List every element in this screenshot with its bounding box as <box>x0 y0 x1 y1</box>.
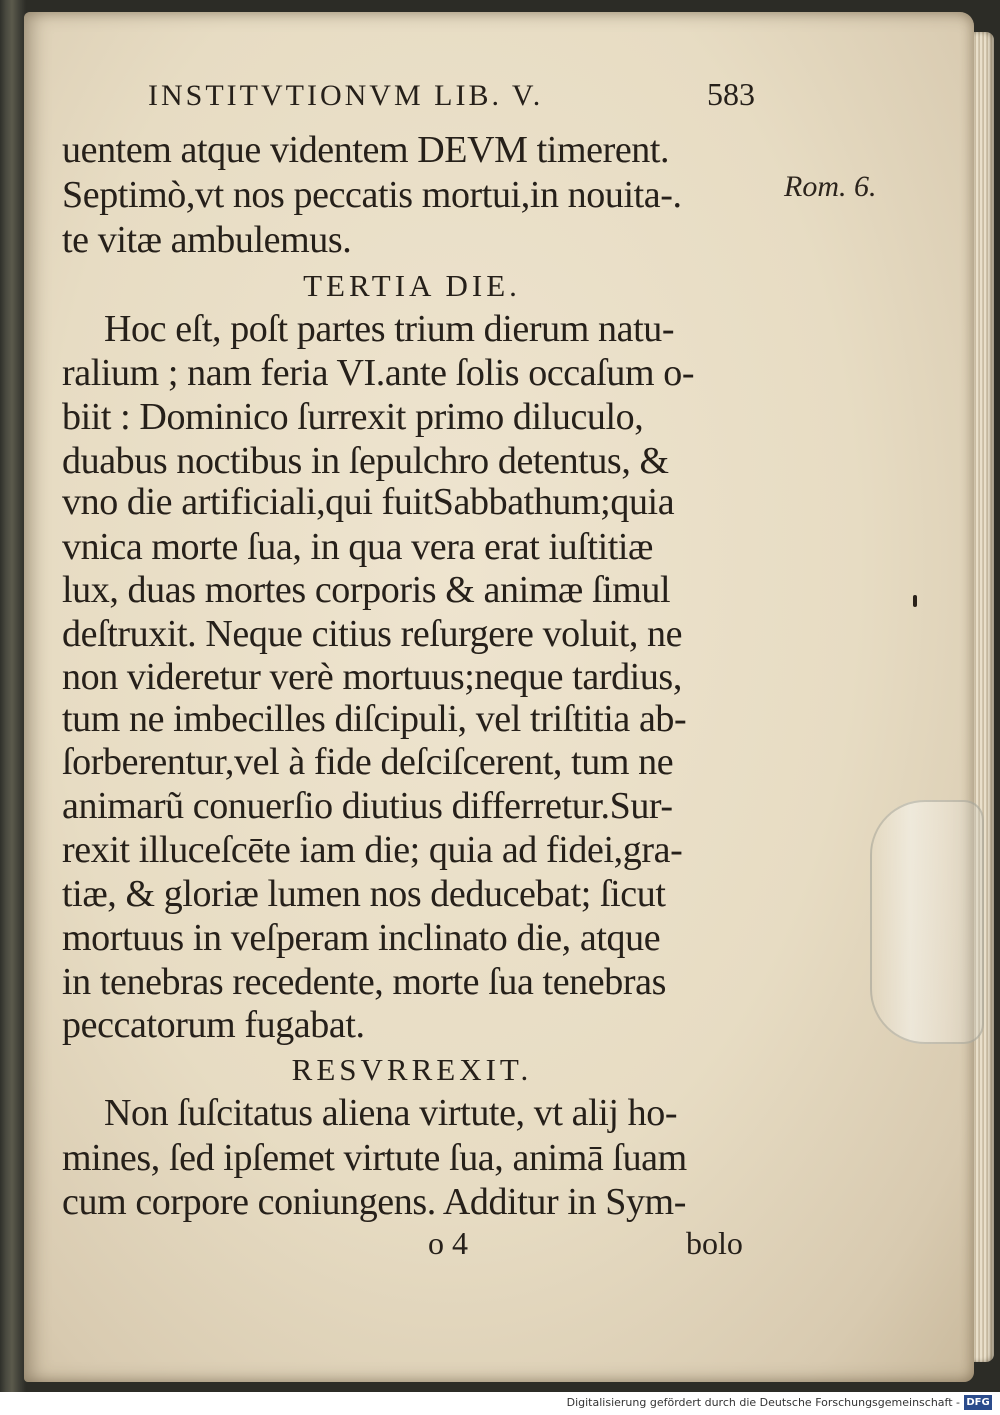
running-head: INSTITVTIONVM LIB. V. <box>148 79 544 112</box>
dfg-logo: DFG <box>964 1395 992 1410</box>
text-line: animarũ conuerſio diutius differretur.Sur- <box>62 785 673 827</box>
text-line: duabus noctibus in ſepulchro detentus, & <box>62 440 669 482</box>
text-line: Non ſuſcitatus aliena virtute, vt alij ho- <box>104 1092 678 1134</box>
text-line: Hoc eſt, poſt partes trium dierum natu- <box>104 308 675 350</box>
text-line: te vitæ ambulemus. <box>62 219 352 261</box>
text-line: in tenebras recedente, morte ſua tenebras <box>62 961 666 1003</box>
footer-credit: Digitalisierung gefördert durch die Deutsche Forschungsgemeinschaft - <box>566 1396 960 1409</box>
margin-note: Rom. 6. <box>784 170 877 203</box>
text-line: mines, ſed ipſemet virtute ſua, animā ſuam <box>62 1137 687 1179</box>
signature-mark: o 4 <box>428 1225 468 1261</box>
section-heading: TERTIA DIE. <box>303 268 521 303</box>
text-line: non videretur verè mortuus;neque tardius, <box>62 656 682 698</box>
text-line: biit : Dominico ſurrexit primo diluculo, <box>62 396 644 438</box>
text-line: mortuus in veſperam inclinato die, atque <box>62 917 661 959</box>
text-line: tiæ, & gloriæ lumen nos deducebat; ſicut <box>62 873 666 915</box>
text-line: vno die artificiali,qui fuitSabbathum;quia <box>62 481 675 523</box>
page-number: 583 <box>707 76 755 112</box>
footer-bar <box>0 1392 1000 1415</box>
text-line: ſorberentur,vel à fide deſciſcerent, tum ne <box>62 741 674 783</box>
text-line: cum corpore coniungens. Additur in Sym- <box>62 1181 686 1223</box>
catchword: bolo <box>686 1225 743 1261</box>
text-line: lux, duas mortes corporis & animæ ſimul <box>62 569 671 611</box>
text-line: uentem atque videntem DEVM timerent. <box>62 129 670 171</box>
text-line: peccatorum fugabat. <box>62 1004 365 1046</box>
text-line: ralium ; nam feria VI.ante ſolis occaſum o- <box>62 352 695 394</box>
text-line: Septimò,vt nos peccatis mortui,in nouita-. <box>62 174 682 216</box>
section-heading: RESVRREXIT. <box>291 1052 533 1087</box>
text-line: deſtruxit. Neque citius reſurgere voluit, ne <box>62 613 683 655</box>
text-line: tum ne imbecilles diſcipuli, vel triſtitia ab- <box>62 698 687 740</box>
ink-mark <box>913 595 917 607</box>
text-line: vnica morte ſua, in qua vera erat iuſtitiæ <box>62 526 653 568</box>
text-line: rexit illuceſcēte iam die; quia ad fidei,gra- <box>62 829 683 871</box>
glass-weight-reflection <box>870 800 984 1044</box>
